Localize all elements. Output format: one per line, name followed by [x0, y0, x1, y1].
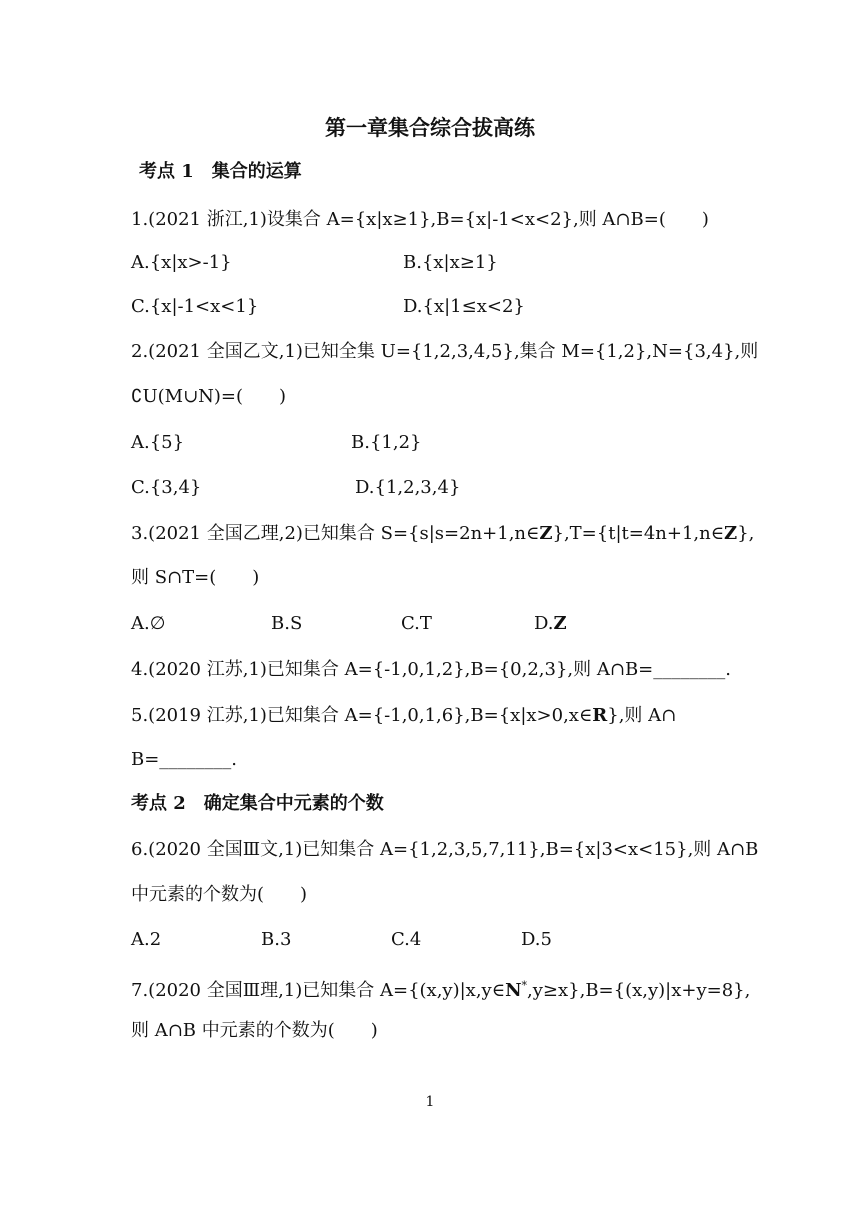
question-4: 4.(2020 江苏,1)已知集合 A={-1,0,1,2},B={0,2,3},则 A∩B=________. — [131, 659, 731, 680]
q1-option-c: C.{x|-1<x<1} — [131, 296, 259, 317]
q2-option-c: C.{3,4} — [131, 477, 202, 498]
page-title: 第一章集合综合拔高练 — [325, 115, 535, 140]
q3-option-c: C.T — [401, 613, 432, 634]
page-number: 1 — [425, 1094, 435, 1110]
q3-option-a: A.∅ — [131, 613, 166, 634]
q6-option-a: A.2 — [131, 929, 162, 950]
question-2-line-2: ∁U(M∪N)=( ) — [131, 386, 287, 407]
q6-option-d: D.5 — [521, 929, 552, 950]
question-6-line-2: 中元素的个数为( ) — [131, 884, 308, 905]
section-heading-1: 考点 1 集合的运算 — [139, 161, 302, 182]
q1-option-b: B.{x|x≥1} — [403, 252, 498, 273]
q2-option-b: B.{1,2} — [351, 432, 422, 453]
section-heading-2: 考点 2 确定集合中元素的个数 — [131, 793, 384, 814]
question-5-line-2: B=________. — [131, 749, 238, 770]
question-7-line-2: 则 A∩B 中元素的个数为( ) — [131, 1020, 378, 1041]
question-7-line-1: 7.(2020 全国Ⅲ理,1)已知集合 A={(x,y)|x,y∈N*,y≥x},B={(x,y)|x+y=8}, — [131, 979, 751, 1001]
question-6-line-1: 6.(2020 全国Ⅲ文,1)已知集合 A={1,2,3,5,7,11},B={x|3<x<15},则 A∩B — [131, 839, 759, 860]
q1-option-d: D.{x|1≤x<2} — [403, 296, 525, 317]
question-5-line-1: 5.(2019 江苏,1)已知集合 A={-1,0,1,6},B={x|x>0,x∈R},则 A∩ — [131, 705, 677, 726]
q2-option-d: D.{1,2,3,4} — [355, 477, 461, 498]
question-2-line-1: 2.(2021 全国乙文,1)已知全集 U={1,2,3,4,5},集合 M={1,2},N={3,4},则 — [131, 341, 759, 362]
question-1: 1.(2021 浙江,1)设集合 A={x|x≥1},B={x|-1<x<2},则 A∩B=( ) — [131, 209, 709, 230]
question-3-line-1: 3.(2021 全国乙理,2)已知集合 S={s|s=2n+1,n∈Z},T={t|t=4n+1,n∈Z}, — [131, 523, 755, 544]
q6-option-b: B.3 — [261, 929, 292, 950]
q3-option-b: B.S — [271, 613, 303, 634]
q2-option-a: A.{5} — [131, 432, 185, 453]
q3-option-d: D.Z — [534, 613, 567, 634]
q1-option-a: A.{x|x>-1} — [131, 252, 232, 273]
q6-option-c: C.4 — [391, 929, 422, 950]
question-3-line-2: 则 S∩T=( ) — [131, 567, 260, 588]
